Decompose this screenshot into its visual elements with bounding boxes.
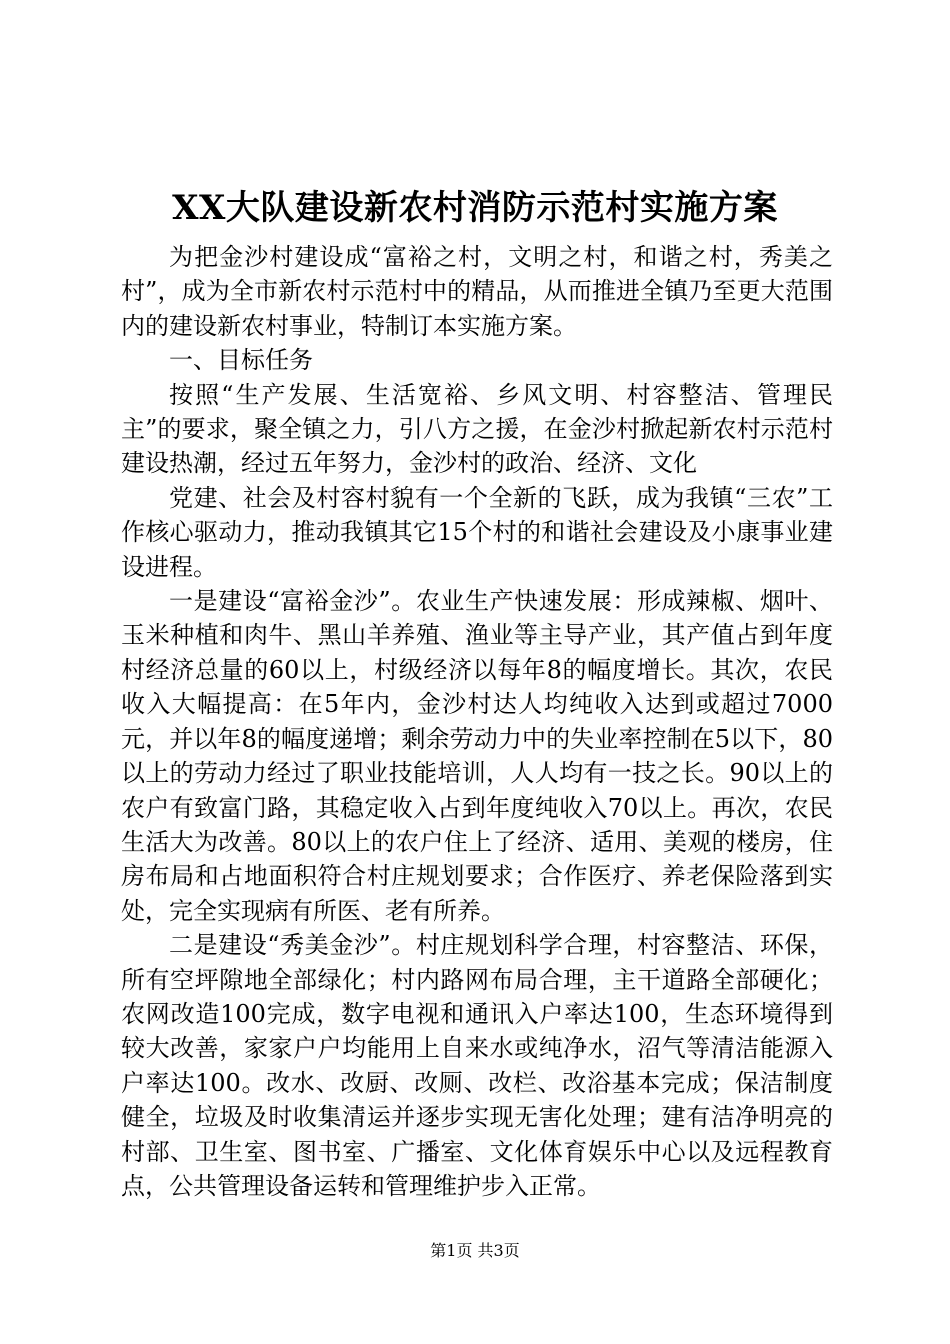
page-indicator: 第1页 共3页 <box>430 1241 520 1260</box>
document-title: XX大队建设新农村消防示范村实施方案 <box>172 188 778 228</box>
paragraph-beautiful-jinsha: 二是建设“秀美金沙”。村庄规划科学合理，村容整洁、环保，所有空坪隙地全部绿化；村内路网布局合理，主干道路全部硬化；农网改造100完成，数字电视和通讯入户率达100，生态环境得到较大改善，家家户户均能用上自来水或纯净水，沼气等清洁能源入户率达100。改水、改厨、改厕、改栏、改浴基本完成；保洁制度健全，垃圾及时收集清运并逐步实现无害化处理；建有洁净明亮的村部、卫生室、图书室、广播室、文化体育娱乐中心以及远程教育点，公共管理设备运转和管理维护步入正常。 <box>121 931 833 1200</box>
document-body <box>121 240 833 1203</box>
paragraph-prosperous-jinsha: 一是建设“富裕金沙”。农业生产快速发展：形成辣椒、烟叶、玉米种植和肉牛、黑山羊养殖、渔业等主导产业，其产值占到年度村经济总量的60以上，村级经济以每年8的幅度增长。其次，农民收入大幅提高：在5年内，金沙村达人均纯收入达到或超过7000元，并以年8的幅度递增；剩余劳动力中的失业率控制在5以下，80以上的劳动力经过了职业技能培训，人人均有一技之长。90以上的农户有致富门路，其稳定收入占到年度纯收入70以上。再次，农民生活大为改善。80以上的农户住上了经济、适用、美观的楼房，住房布局和占地面积符合村庄规划要求；合作医疗、养老保险落到实处，完全实现病有所医、老有所养。 <box>121 587 833 925</box>
paragraph-party-building: 党建、社会及村容村貌有一个全新的飞跃，成为我镇“三农”工作核心驱动力，推动我镇其它15个村的和谐社会建设及小康事业建设进程。 <box>121 483 833 581</box>
section-heading-goals: 一、目标任务 <box>169 346 313 375</box>
paragraph-requirements: 按照“生产发展、生活宽裕、乡风文明、村容整洁、管理民主”的要求，聚全镇之力，引八方之援，在金沙村掀起新农村示范村建设热潮，经过五年努力，金沙村的政治、经济、文化 <box>121 380 833 478</box>
paragraph-intro: 为把金沙村建设成“富裕之村，文明之村，和谐之村，秀美之村”，成为全市新农村示范村中的精品，从而推进全镇乃至更大范围内的建设新农村事业，特制订本实施方案。 <box>121 243 833 340</box>
